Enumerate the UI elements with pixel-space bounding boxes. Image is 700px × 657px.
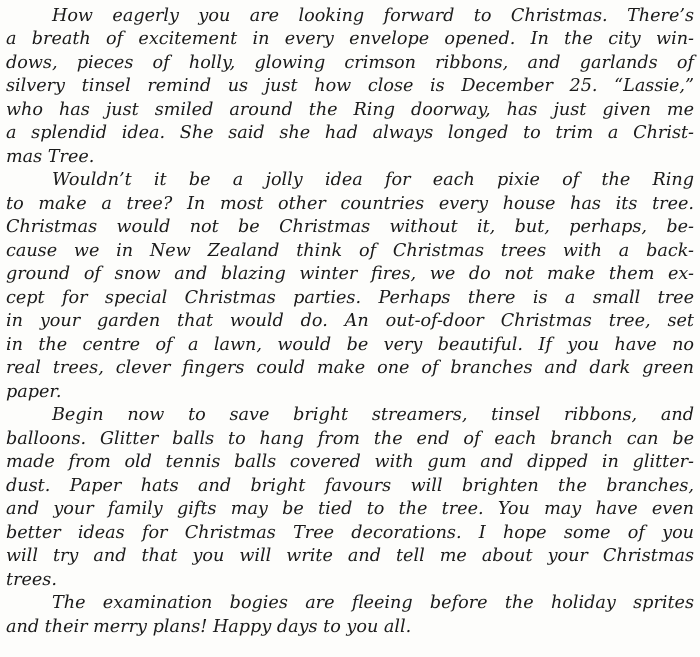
- text-line: better ideas for Christmas Tree decorations. I hope some of you: [6, 523, 694, 543]
- text-line: real trees, clever fingers could make one of branches and dark green: [6, 358, 694, 378]
- text-line: Christmas would not be Christmas without it, but, perhaps, be-: [6, 217, 694, 237]
- text-line: a breath of excitement in every envelope opened. In the city win-: [6, 29, 694, 49]
- text-line: Begin now to save bright streamers, tinsel ribbons, and: [52, 405, 694, 425]
- text-line: dust. Paper hats and bright favours will brighten the branches,: [6, 476, 694, 496]
- text-line: to make a tree? In most other countries every house has its tree.: [6, 194, 694, 214]
- text-line: in the centre of a lawn, would be very beautiful. If you have no: [6, 335, 694, 355]
- text-line: The examination bogies are fleeing before the holiday sprites: [52, 593, 694, 613]
- text-line: cause we in New Zealand think of Christmas trees with a back-: [6, 241, 694, 261]
- text-line: will try and that you will write and tell me about your Christmas: [6, 546, 694, 566]
- text-line: who has just smiled around the Ring doorway, has just given me: [6, 100, 694, 120]
- text-line: paper.: [6, 382, 62, 402]
- text-line: ground of snow and blazing winter fires, we do not make them ex-: [6, 264, 694, 284]
- text-line: balloons. Glitter balls to hang from the end of each branch can be: [6, 429, 694, 449]
- text-line: trees.: [6, 570, 57, 590]
- text-line: in your garden that would do. An out-of-door Christmas tree, set: [6, 311, 694, 331]
- text-line: Wouldn’t it be a jolly idea for each pixie of the Ring: [52, 170, 694, 190]
- text-line: and your family gifts may be tied to the tree. You may have even: [6, 499, 694, 519]
- text-line: made from old tennis balls covered with gum and dipped in glitter-: [6, 452, 694, 472]
- text-line: and their merry plans! Happy days to you all.: [6, 617, 412, 637]
- text-line: cept for special Christmas parties. Perhaps there is a small tree: [6, 288, 694, 308]
- text-line: mas Tree.: [6, 147, 95, 167]
- text-line: silvery tinsel remind us just how close is December 25. “Lassie,”: [6, 76, 694, 96]
- text-line: How eagerly you are looking forward to Christmas. There’s: [52, 6, 694, 26]
- text-line: dows, pieces of holly, glowing crimson ribbons, and garlands of: [6, 53, 694, 73]
- text-line: a splendid idea. She said she had always longed to trim a Christ-: [6, 123, 694, 143]
